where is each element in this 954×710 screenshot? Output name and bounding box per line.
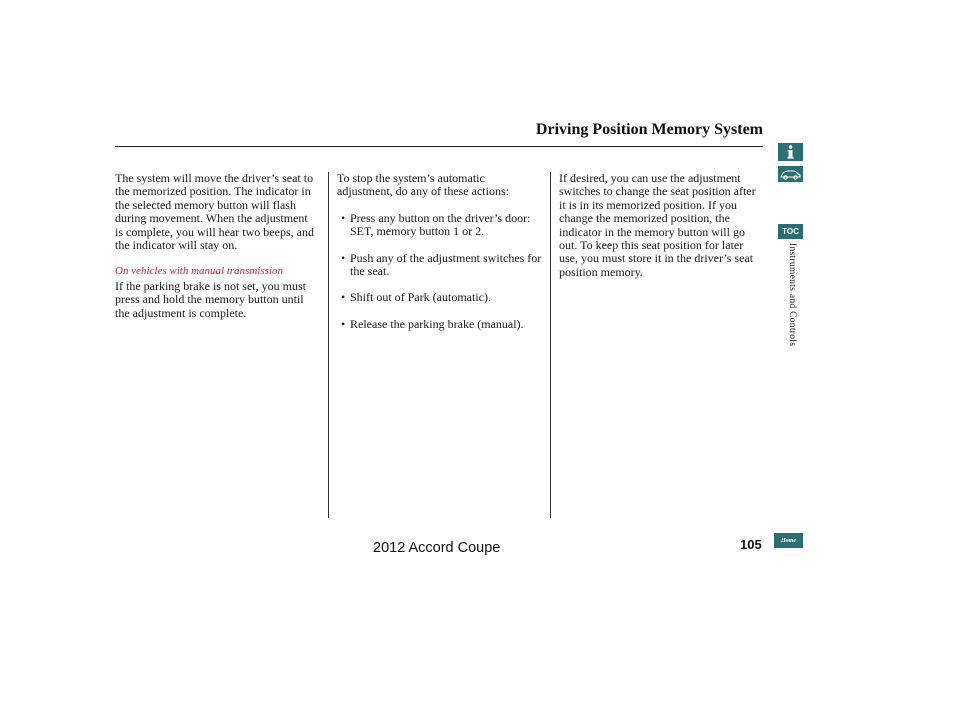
column-divider-1 bbox=[328, 172, 329, 518]
column1-paragraph-2: If the parking brake is not set, you must press and hold the memory button until the adjustment is complete. bbox=[115, 278, 306, 320]
bullet-text: Release the parking brake (manual). bbox=[350, 316, 524, 331]
bullet-icon: • bbox=[341, 290, 346, 305]
bullet-icon: • bbox=[341, 250, 346, 265]
list-item bbox=[341, 212, 542, 239]
list-item bbox=[341, 318, 542, 331]
column-divider-2 bbox=[550, 172, 551, 518]
page-number: 105 bbox=[740, 537, 762, 552]
info-icon[interactable] bbox=[778, 143, 803, 161]
bullet-icon: • bbox=[341, 210, 346, 225]
section-label: Instruments and Controls bbox=[787, 243, 797, 347]
toc-button[interactable]: TOC bbox=[778, 224, 803, 239]
list-item bbox=[341, 291, 542, 304]
footer-model: 2012 Accord Coupe bbox=[373, 540, 501, 556]
list-item bbox=[341, 252, 542, 279]
home-button[interactable] bbox=[774, 533, 803, 548]
home-label: Home bbox=[781, 538, 796, 544]
column-3 bbox=[559, 172, 762, 292]
title-rule bbox=[115, 146, 763, 147]
column-2 bbox=[337, 172, 542, 344]
transmission-note: On vehicles with manual transmission bbox=[115, 265, 284, 278]
column-1 bbox=[115, 172, 315, 333]
car-icon[interactable] bbox=[778, 166, 803, 182]
page-title: Driving Position Memory System bbox=[535, 121, 763, 138]
column1-paragraph-1: The system will move the driver’s seat to the memorized position. The indicator in the selected memory button will flash during movement. When the adjustment is complete, you will hear two beeps, and the indicator will stay on. bbox=[115, 171, 314, 253]
bullet-icon: • bbox=[341, 316, 346, 331]
bullet-text: Shift out of Park (automatic). bbox=[350, 290, 491, 305]
bullet-text: Press any button on the driver’s door: SET, memory button 1 or 2. bbox=[350, 210, 531, 239]
bullet-text: Push any of the adjustment switches for the seat. bbox=[350, 250, 542, 279]
column3-paragraph-1: If desired, you can use the adjustment switches to change the seat position after it is in its memorized position. If you change the memorized position, the indicator in the memory button will go out. To keep this seat position for later use, you must store it in the driver’s seat position memory. bbox=[559, 171, 756, 279]
column2-intro: To stop the system’s automatic adjustment, do any of these actions: bbox=[337, 171, 509, 199]
